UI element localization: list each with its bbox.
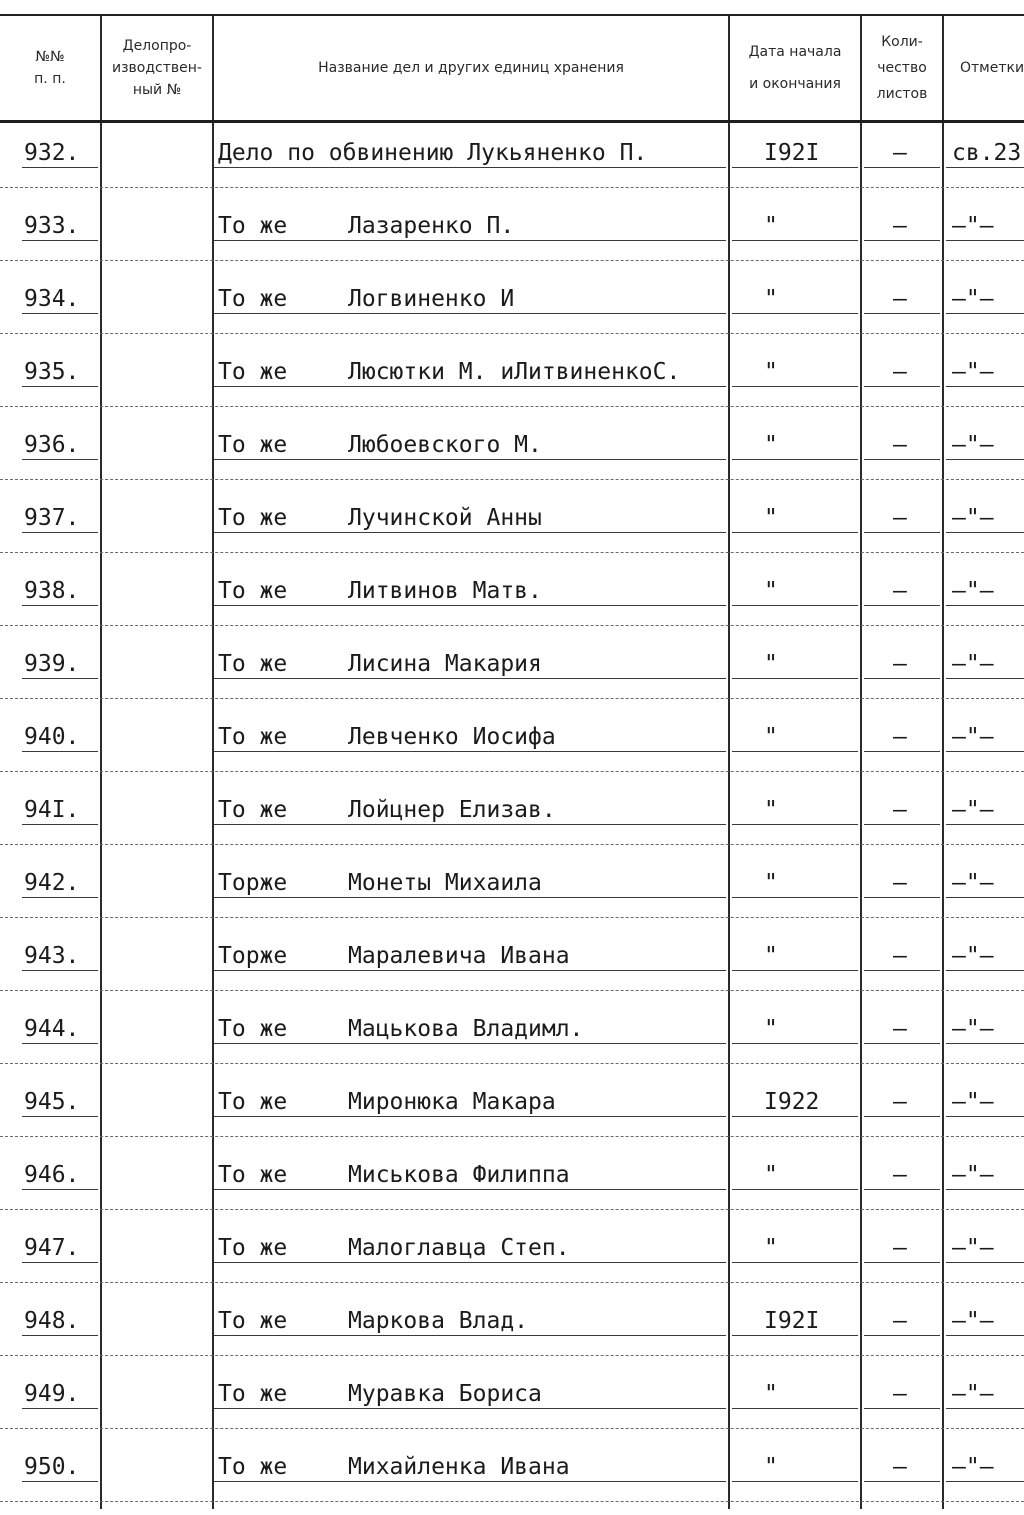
- row-sheet-count: –: [893, 1162, 907, 1188]
- row-underline: [946, 970, 1024, 971]
- row-underline: [864, 751, 940, 752]
- row-underline: [214, 386, 726, 387]
- row-underline: [864, 1335, 940, 1336]
- table-row: [0, 563, 1024, 635]
- row-number: 948.: [24, 1308, 80, 1334]
- table-row: [0, 855, 1024, 927]
- row-dates: ": [764, 578, 778, 604]
- header-notes-text: Отметки: [960, 60, 1024, 76]
- header-bottom-rule: [0, 120, 1024, 123]
- row-separator: [0, 1428, 1024, 1430]
- row-underline: [22, 167, 98, 168]
- row-title: Муравка Бориса: [348, 1381, 542, 1407]
- row-separator: [0, 1355, 1024, 1357]
- header-office-line: Делопро-: [122, 38, 192, 54]
- header-notes: [944, 16, 1024, 120]
- row-underline: [732, 532, 858, 533]
- row-underline: [22, 1481, 98, 1482]
- row-underline: [732, 1043, 858, 1044]
- row-title: Монеты Михаила: [348, 870, 542, 896]
- row-underline: [732, 313, 858, 314]
- row-title: Любоевского М.: [348, 432, 542, 458]
- row-same-as-above: То же: [218, 797, 288, 823]
- table-row: [0, 417, 1024, 489]
- header-title-text: Название дел и других единиц хранения: [318, 60, 624, 76]
- row-sheet-count: –: [893, 1089, 907, 1115]
- row-separator: [0, 1063, 1024, 1065]
- row-notes: –"–: [952, 359, 994, 385]
- row-underline: [214, 1189, 726, 1190]
- row-underline: [214, 970, 726, 971]
- row-number: 949.: [24, 1381, 80, 1407]
- row-dates: I92I: [764, 1308, 820, 1334]
- row-underline: [946, 1408, 1024, 1409]
- header-number-line: п. п.: [34, 71, 66, 87]
- row-underline: [864, 970, 940, 971]
- row-same-as-above: То же: [218, 1308, 288, 1334]
- row-same-as-above: То же: [218, 1454, 288, 1480]
- row-number: 950.: [24, 1454, 80, 1480]
- row-number: 944.: [24, 1016, 80, 1042]
- row-underline: [22, 313, 98, 314]
- row-underline: [22, 386, 98, 387]
- row-dates: I922: [764, 1089, 820, 1115]
- row-underline: [946, 1262, 1024, 1263]
- row-dates: ": [764, 213, 778, 239]
- row-dates: ": [764, 1235, 778, 1261]
- row-underline: [732, 1262, 858, 1263]
- row-title: Лойцнер Елизав.: [348, 797, 556, 823]
- row-sheet-count: –: [893, 578, 907, 604]
- row-sheet-count: –: [893, 651, 907, 677]
- header-title: [214, 16, 728, 120]
- row-separator: [0, 771, 1024, 773]
- row-underline: [946, 167, 1024, 168]
- table-row: [0, 636, 1024, 708]
- row-title: Лазаренко П.: [348, 213, 515, 239]
- row-sheet-count: –: [893, 1235, 907, 1261]
- row-notes: –"–: [952, 943, 994, 969]
- row-notes: –"–: [952, 213, 994, 239]
- header-dates-line: Дата начала: [748, 44, 842, 60]
- row-underline: [732, 167, 858, 168]
- table-row: [0, 1293, 1024, 1365]
- row-separator: [0, 1136, 1024, 1138]
- row-number: 936.: [24, 432, 80, 458]
- row-underline: [214, 678, 726, 679]
- row-same-as-above: То же: [218, 578, 288, 604]
- row-number: 945.: [24, 1089, 80, 1115]
- row-dates: ": [764, 1016, 778, 1042]
- row-number: 938.: [24, 578, 80, 604]
- row-sheet-count: –: [893, 1381, 907, 1407]
- row-sheet-count: –: [893, 213, 907, 239]
- row-notes: –"–: [952, 1089, 994, 1115]
- header-dates: [730, 16, 860, 120]
- header-count-line: чество: [877, 60, 927, 76]
- row-same-as-above: То же: [218, 505, 288, 531]
- row-title: Левченко Иосифа: [348, 724, 556, 750]
- row-number: 935.: [24, 359, 80, 385]
- row-underline: [864, 678, 940, 679]
- row-title: Маралевича Ивана: [348, 943, 570, 969]
- row-title: Дело по обвинению Лукьяненко П.: [218, 140, 648, 166]
- row-underline: [22, 897, 98, 898]
- table-row: [0, 1074, 1024, 1146]
- table-row: [0, 125, 1024, 197]
- row-title: Мацькова Владимл.: [348, 1016, 584, 1042]
- row-underline: [214, 459, 726, 460]
- row-sheet-count: –: [893, 1016, 907, 1042]
- header-count-line: листов: [876, 86, 928, 102]
- row-same-as-above: То же: [218, 432, 288, 458]
- row-separator: [0, 844, 1024, 846]
- row-underline: [22, 1262, 98, 1263]
- row-underline: [214, 1043, 726, 1044]
- row-notes: –"–: [952, 651, 994, 677]
- table-row: [0, 490, 1024, 562]
- row-underline: [22, 1189, 98, 1190]
- table-row: [0, 928, 1024, 1000]
- row-underline: [214, 751, 726, 752]
- row-notes: –"–: [952, 578, 994, 604]
- row-number: 940.: [24, 724, 80, 750]
- table-row: [0, 709, 1024, 781]
- row-notes: –"–: [952, 286, 994, 312]
- row-underline: [732, 751, 858, 752]
- row-notes: –"–: [952, 1235, 994, 1261]
- row-notes: –"–: [952, 1381, 994, 1407]
- row-notes: –"–: [952, 1308, 994, 1334]
- row-separator: [0, 917, 1024, 919]
- header-number: [0, 16, 100, 120]
- header-office-line: изводствен-: [112, 60, 202, 76]
- row-underline: [946, 751, 1024, 752]
- row-same-as-above: То же: [218, 359, 288, 385]
- row-notes: –"–: [952, 1162, 994, 1188]
- row-underline: [864, 240, 940, 241]
- row-title: Лисина Макария: [348, 651, 542, 677]
- row-underline: [946, 459, 1024, 460]
- row-sheet-count: –: [893, 1308, 907, 1334]
- row-notes: св.23: [952, 140, 1022, 166]
- row-underline: [864, 1043, 940, 1044]
- row-underline: [946, 240, 1024, 241]
- row-separator: [0, 1501, 1024, 1503]
- row-underline: [214, 167, 726, 168]
- row-underline: [732, 459, 858, 460]
- header-office-line: ный №: [132, 82, 182, 98]
- row-separator: [0, 552, 1024, 554]
- row-number: 943.: [24, 943, 80, 969]
- row-title: Малоглавца Степ.: [348, 1235, 570, 1261]
- header-sheet-count: [862, 16, 942, 120]
- row-dates: ": [764, 943, 778, 969]
- row-same-as-above: То же: [218, 213, 288, 239]
- row-underline: [214, 605, 726, 606]
- row-number: 933.: [24, 213, 80, 239]
- row-underline: [732, 678, 858, 679]
- row-sheet-count: –: [893, 724, 907, 750]
- row-underline: [946, 824, 1024, 825]
- row-underline: [864, 1262, 940, 1263]
- row-sheet-count: –: [893, 870, 907, 896]
- row-underline: [22, 1335, 98, 1336]
- row-underline: [22, 605, 98, 606]
- row-notes: –"–: [952, 870, 994, 896]
- row-underline: [22, 1043, 98, 1044]
- row-underline: [732, 897, 858, 898]
- row-underline: [732, 240, 858, 241]
- row-separator: [0, 260, 1024, 262]
- row-sheet-count: –: [893, 1454, 907, 1480]
- row-sheet-count: –: [893, 943, 907, 969]
- row-dates: ": [764, 505, 778, 531]
- row-dates: ": [764, 432, 778, 458]
- row-dates: ": [764, 724, 778, 750]
- row-underline: [214, 1335, 726, 1336]
- row-number: 942.: [24, 870, 80, 896]
- row-sheet-count: –: [893, 432, 907, 458]
- row-notes: –"–: [952, 432, 994, 458]
- row-separator: [0, 479, 1024, 481]
- row-same-as-above: То же: [218, 1089, 288, 1115]
- row-same-as-above: То же: [218, 651, 288, 677]
- row-underline: [214, 532, 726, 533]
- row-dates: ": [764, 797, 778, 823]
- row-title: Михайленка Ивана: [348, 1454, 570, 1480]
- row-underline: [214, 1481, 726, 1482]
- row-notes: –"–: [952, 797, 994, 823]
- row-underline: [214, 1116, 726, 1117]
- row-underline: [732, 824, 858, 825]
- header-office-number: [102, 16, 212, 120]
- row-dates: ": [764, 1162, 778, 1188]
- row-sheet-count: –: [893, 286, 907, 312]
- row-sheet-count: –: [893, 140, 907, 166]
- table-row: [0, 1439, 1024, 1511]
- row-number: 937.: [24, 505, 80, 531]
- row-underline: [22, 1116, 98, 1117]
- row-same-as-above: То же: [218, 1235, 288, 1261]
- row-dates: ": [764, 651, 778, 677]
- row-title: Лучинской Анны: [348, 505, 542, 531]
- row-separator: [0, 333, 1024, 335]
- row-underline: [946, 1043, 1024, 1044]
- row-underline: [22, 824, 98, 825]
- row-underline: [732, 1116, 858, 1117]
- table-row: [0, 1366, 1024, 1438]
- row-number: 939.: [24, 651, 80, 677]
- row-underline: [864, 605, 940, 606]
- row-underline: [946, 313, 1024, 314]
- row-underline: [864, 532, 940, 533]
- row-underline: [22, 1408, 98, 1409]
- row-underline: [22, 751, 98, 752]
- row-separator: [0, 990, 1024, 992]
- row-same-as-above: То же: [218, 1016, 288, 1042]
- row-same-as-above: То же: [218, 286, 288, 312]
- row-title: Маркова Влад.: [348, 1308, 529, 1334]
- row-underline: [22, 532, 98, 533]
- row-title: Логвиненко И: [348, 286, 515, 312]
- row-same-as-above: То же: [218, 1162, 288, 1188]
- row-notes: –"–: [952, 724, 994, 750]
- row-separator: [0, 698, 1024, 700]
- row-underline: [864, 1116, 940, 1117]
- row-underline: [214, 897, 726, 898]
- header-count-line: Коли-: [881, 34, 923, 50]
- table-row: [0, 782, 1024, 854]
- table-row: [0, 1220, 1024, 1292]
- row-same-as-above: То же: [218, 1381, 288, 1407]
- row-underline: [946, 386, 1024, 387]
- row-number: 947.: [24, 1235, 80, 1261]
- row-underline: [946, 897, 1024, 898]
- row-number: 946.: [24, 1162, 80, 1188]
- row-sheet-count: –: [893, 359, 907, 385]
- row-underline: [946, 1189, 1024, 1190]
- row-underline: [732, 970, 858, 971]
- row-sheet-count: –: [893, 505, 907, 531]
- row-underline: [946, 532, 1024, 533]
- row-underline: [864, 313, 940, 314]
- row-dates: ": [764, 870, 778, 896]
- row-notes: –"–: [952, 1016, 994, 1042]
- table-row: [0, 271, 1024, 343]
- row-same-as-above: Торже: [218, 870, 288, 896]
- row-title: Миськова Филиппа: [348, 1162, 570, 1188]
- row-underline: [864, 897, 940, 898]
- row-underline: [732, 605, 858, 606]
- row-notes: –"–: [952, 1454, 994, 1480]
- row-underline: [864, 459, 940, 460]
- row-underline: [864, 824, 940, 825]
- table-row: [0, 198, 1024, 270]
- row-underline: [864, 1189, 940, 1190]
- header-dates-line: и окончания: [749, 76, 841, 92]
- row-underline: [732, 1408, 858, 1409]
- row-underline: [732, 386, 858, 387]
- row-underline: [864, 167, 940, 168]
- header-number-line: №№: [35, 49, 65, 65]
- row-underline: [946, 1116, 1024, 1117]
- row-sheet-count: –: [893, 797, 907, 823]
- row-underline: [22, 240, 98, 241]
- row-notes: –"–: [952, 505, 994, 531]
- row-underline: [946, 678, 1024, 679]
- row-separator: [0, 1282, 1024, 1284]
- row-number: 94I.: [24, 797, 80, 823]
- row-same-as-above: Торже: [218, 943, 288, 969]
- row-underline: [946, 1481, 1024, 1482]
- row-dates: ": [764, 1454, 778, 1480]
- row-title: Литвинов Матв.: [348, 578, 542, 604]
- row-same-as-above: То же: [218, 724, 288, 750]
- row-title: Миронюка Макара: [348, 1089, 556, 1115]
- row-underline: [732, 1335, 858, 1336]
- row-separator: [0, 1209, 1024, 1211]
- row-underline: [214, 824, 726, 825]
- row-separator: [0, 625, 1024, 627]
- row-underline: [214, 240, 726, 241]
- row-dates: I92I: [764, 140, 820, 166]
- table-row: [0, 344, 1024, 416]
- row-underline: [864, 1481, 940, 1482]
- row-underline: [22, 970, 98, 971]
- row-separator: [0, 187, 1024, 189]
- row-underline: [946, 1335, 1024, 1336]
- row-dates: ": [764, 359, 778, 385]
- table-row: [0, 1001, 1024, 1073]
- row-underline: [214, 1408, 726, 1409]
- row-underline: [864, 386, 940, 387]
- row-number: 932.: [24, 140, 80, 166]
- row-separator: [0, 406, 1024, 408]
- row-underline: [22, 678, 98, 679]
- row-underline: [22, 459, 98, 460]
- row-title: Люсютки М. иЛитвиненкоС.: [348, 359, 681, 385]
- row-underline: [946, 605, 1024, 606]
- row-dates: ": [764, 1381, 778, 1407]
- row-dates: ": [764, 286, 778, 312]
- row-underline: [732, 1189, 858, 1190]
- row-underline: [864, 1408, 940, 1409]
- table-row: [0, 1147, 1024, 1219]
- row-number: 934.: [24, 286, 80, 312]
- row-underline: [214, 1262, 726, 1263]
- row-underline: [214, 313, 726, 314]
- row-underline: [732, 1481, 858, 1482]
